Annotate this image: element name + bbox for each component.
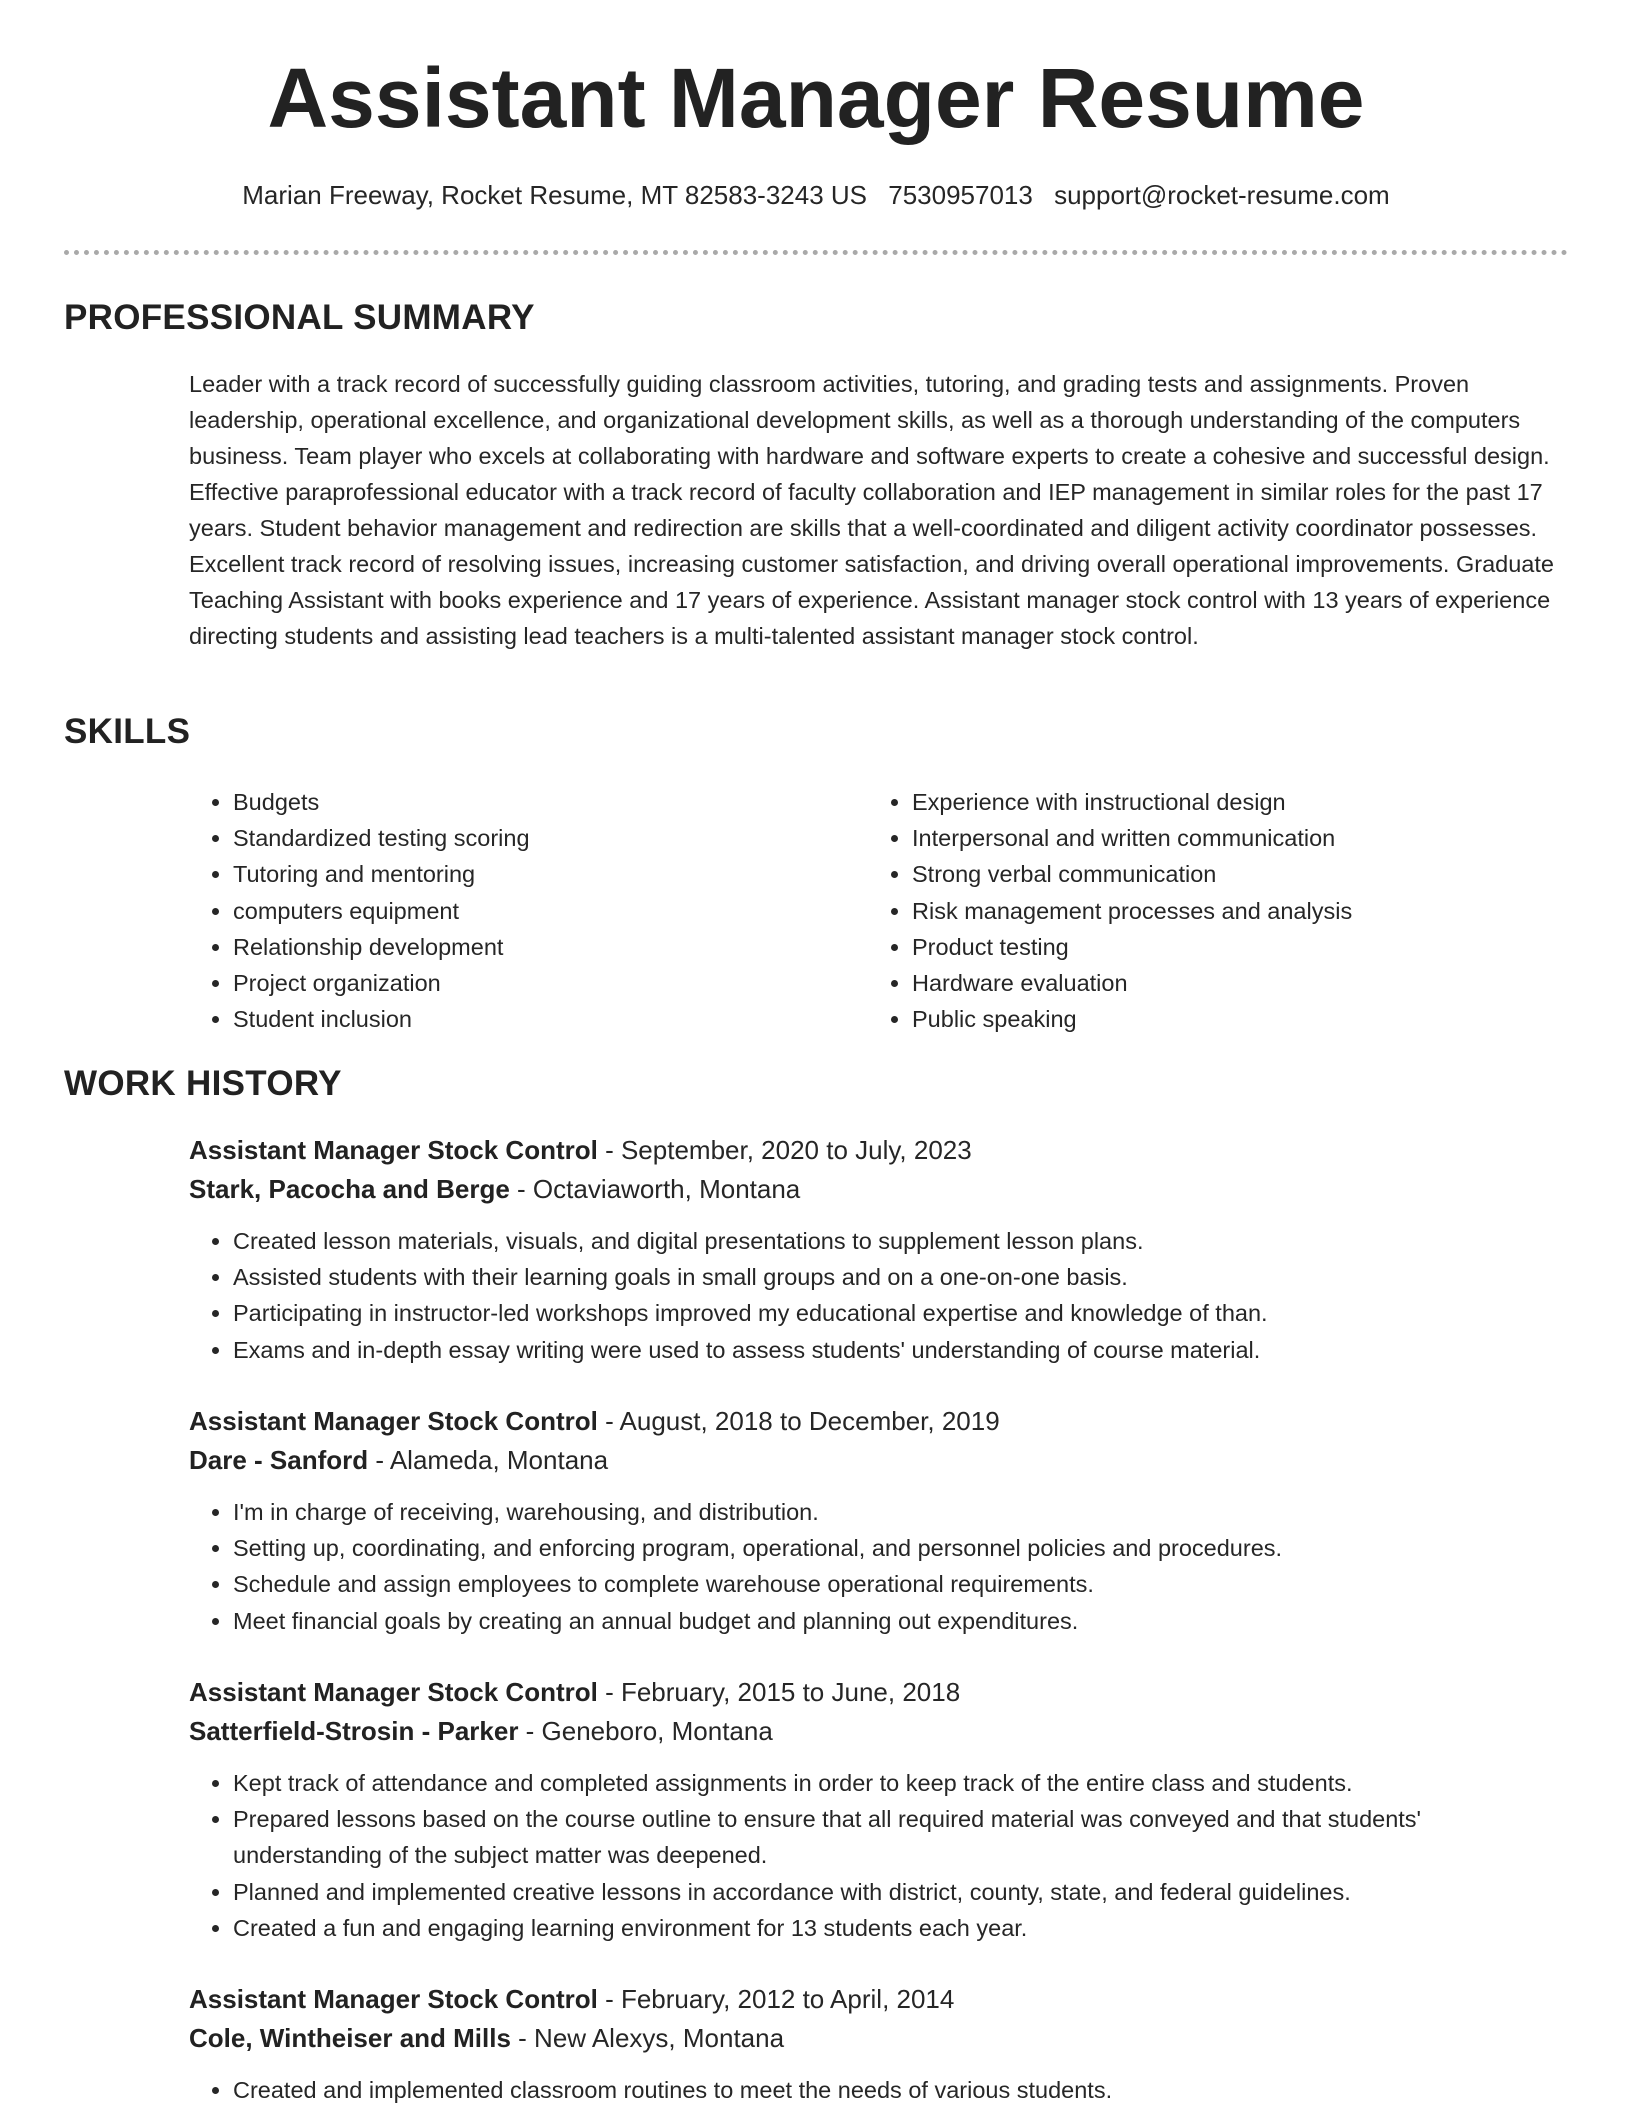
job-entry <box>189 1673 1569 1946</box>
job-dates: - September, 2020 to July, 2023 <box>597 1135 972 1165</box>
job-entry <box>189 1131 1569 1368</box>
job-location: - Alameda, Montana <box>368 1445 609 1475</box>
contact-address: Marian Freeway, Rocket Resume, MT 82583-3243 US <box>242 180 868 210</box>
job-title-line <box>189 1980 1569 2019</box>
contact-line <box>0 180 1632 211</box>
job-company: Stark, Pacocha and Berge <box>189 1174 510 1204</box>
job-title-line <box>189 1402 1569 1441</box>
job-bullet: • I'm in charge of receiving, warehousing, and distribution. <box>233 1494 1569 1530</box>
job-bullet: • Exams and in-depth essay writing were used to assess students' understanding of course material. <box>233 1332 1569 1368</box>
job-bullet: • Planned and implemented creative lessons in accordance with district, county, state, and federal guidelines. <box>233 1874 1569 1910</box>
job-company-line <box>189 1712 1569 1751</box>
skills-heading: SKILLS <box>64 712 191 751</box>
skill-item: • Standardized testing scoring <box>233 820 853 856</box>
skills-list-right <box>868 784 1612 1037</box>
header-divider <box>64 250 1568 255</box>
summary-text: Leader with a track record of successfully guiding classroom activities, tutoring, and grading tests and assignments. Proven leadership, operational excellence, and organizational development skills, as well as a thorough understanding of the computers business. Team player who excels at collaborating with hardware and software experts to create a cohesive and successful design. Effective paraprofessional educator with a track record of faculty collaboration and IEP management in similar roles for the past 17 years. Student behavior management and redirection are skills that a well-coordinated and diligent activity coordinator possesses. Excellent track record of resolving issues, increasing customer satisfaction, and driving overall operational improvements. Graduate Teaching Assistant with books experience and 17 years of experience. Assistant manager stock control with 13 years of experience directing students and assisting lead teachers is a multi-talented assistant manager stock control. <box>189 371 1554 649</box>
skill-item: • Product testing <box>912 929 1612 965</box>
job-company: Satterfield-Strosin - Parker <box>189 1716 519 1746</box>
job-company-line <box>189 1170 1569 1209</box>
job-bullets <box>189 1223 1569 1368</box>
job-location: - Geneboro, Montana <box>518 1716 773 1746</box>
skill-item: • Project organization <box>233 965 853 1001</box>
job-company: Dare - Sanford <box>189 1445 369 1475</box>
job-bullet: • Created a fun and engaging learning environment for 13 students each year. <box>233 1910 1569 1946</box>
job-title: Assistant Manager Stock Control <box>189 1677 598 1707</box>
job-bullet: • Prepared lessons based on the course outline to ensure that all required material was conveyed and that students' understanding of the subject matter was deepened. <box>233 1801 1569 1873</box>
job-entry <box>189 1980 1569 2108</box>
skills-list-left <box>189 784 853 1037</box>
contact-email: support@rocket-resume.com <box>1054 180 1390 210</box>
job-dates: - August, 2018 to December, 2019 <box>597 1406 1000 1436</box>
skill-item: • Public speaking <box>912 1001 1612 1037</box>
job-dates: - February, 2012 to April, 2014 <box>597 1984 955 2014</box>
job-bullet: • Created lesson materials, visuals, and digital presentations to supplement lesson plans. <box>233 1223 1569 1259</box>
job-bullet: • Schedule and assign employees to complete warehouse operational requirements. <box>233 1566 1569 1602</box>
skill-item: • Budgets <box>233 784 853 820</box>
job-bullet: • Participating in instructor-led workshops improved my educational expertise and knowledge of than. <box>233 1295 1569 1331</box>
skill-item: • Relationship development <box>233 929 853 965</box>
skill-item: • Experience with instructional design <box>912 784 1612 820</box>
contact-phone: 7530957013 <box>888 180 1033 210</box>
skill-item: • Interpersonal and written communication <box>912 820 1612 856</box>
job-location: - Octaviaworth, Montana <box>509 1174 801 1204</box>
job-company: Cole, Wintheiser and Mills <box>189 2023 511 2053</box>
job-bullet: • Assisted students with their learning goals in small groups and on a one-on-one basis. <box>233 1259 1569 1295</box>
job-title-line <box>189 1131 1569 1170</box>
job-bullet: • Meet financial goals by creating an annual budget and planning out expenditures. <box>233 1603 1569 1639</box>
job-title: Assistant Manager Stock Control <box>189 1984 598 2014</box>
job-bullets <box>189 1494 1569 1639</box>
job-title: Assistant Manager Stock Control <box>189 1406 598 1436</box>
job-bullet: • Kept track of attendance and completed assignments in order to keep track of the entire class and students. <box>233 1765 1569 1801</box>
job-bullets <box>189 1765 1569 1946</box>
work-history-heading: WORK HISTORY <box>64 1064 342 1103</box>
job-bullets <box>189 2072 1569 2108</box>
skill-item: • Student inclusion <box>233 1001 853 1037</box>
job-title-line <box>189 1673 1569 1712</box>
job-bullet: • Created and implemented classroom routines to meet the needs of various students. <box>233 2072 1569 2108</box>
skill-item: • Hardware evaluation <box>912 965 1612 1001</box>
skill-item: • Tutoring and mentoring <box>233 856 853 892</box>
job-company-line <box>189 2019 1569 2058</box>
job-company-line <box>189 1441 1569 1480</box>
job-entry <box>189 1402 1569 1639</box>
job-bullet: • Setting up, coordinating, and enforcing program, operational, and personnel policies and procedures. <box>233 1530 1569 1566</box>
job-location: - New Alexys, Montana <box>510 2023 785 2053</box>
skill-item: • Risk management processes and analysis <box>912 893 1612 929</box>
skill-item: • Strong verbal communication <box>912 856 1612 892</box>
resume-title: Assistant Manager Resume <box>267 51 1365 145</box>
job-dates: - February, 2015 to June, 2018 <box>597 1677 961 1707</box>
summary-heading: PROFESSIONAL SUMMARY <box>64 298 535 337</box>
skill-item: • computers equipment <box>233 893 853 929</box>
job-title: Assistant Manager Stock Control <box>189 1135 598 1165</box>
